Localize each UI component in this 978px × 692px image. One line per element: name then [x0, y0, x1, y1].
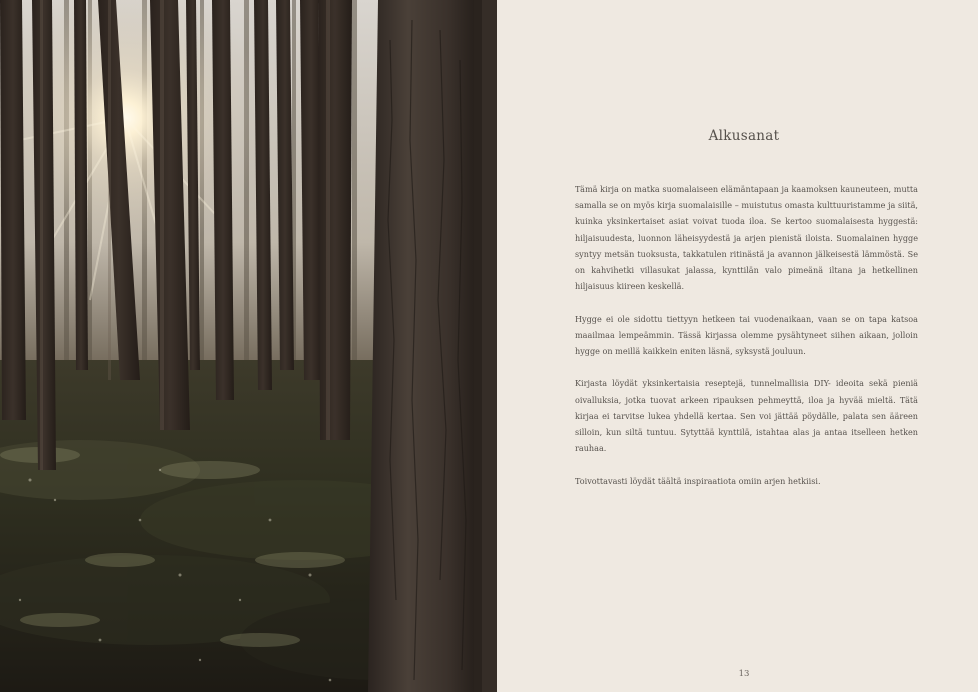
paragraph: Hygge ei ole sidottu tiettyyn hetkeen tai vuodenaikaan, vaan se on tapa katsoa maailmaa lempeämmin. Tässä kirjassa olemme pysähtyneet siihen aikaan, jolloin hygge on meillä kaikkein eniten läsnä, syksystä jouluun.: [575, 313, 918, 357]
body-text: [575, 181, 918, 505]
paragraph: Tämä kirja on matka suomalaiseen elämäntapaan ja kaamoksen kauneuteen, mutta samalla se on myös kirja suomalaisille – muistutus omasta kulttuuristamme ja siitä, kuinka yksinkertaiset asiat voivat tuoda iloa. Se kertoo suomalaisesta hyggestä: hiljaisuudesta, luonnon läheisyydestä ja arjen pienistä iloista. Suomalainen hygge syntyy metsän tuoksusta, takkatulen ritinästä ja avannon jälkeisestä lämmöstä. Se on kahvihetki villasukat jalassa, kynttilän valo pimeänä iltana ja hetkellinen hiljaisuus kiireen keskellä.: [575, 184, 918, 292]
paragraph: Toivottavasti löydät täältä inspiraatiota omiin arjen hetkiisi.: [575, 475, 821, 486]
text-page: [497, 0, 978, 692]
paragraph: Kirjasta löydät yksinkertaisia reseptejä, tunnelmallisia DIY- ideoita sekä pieniä oivalluksia, jotka tuovat arkeen ripauksen pehmeyttä, iloa ja hyvää mieltä. Tätä kirjaa ei tarvitse lukea yhdellä kertaa. Sen voi jättää pöydälle, palata sen ääreen silloin, kun siltä tuntuu. Sytyttää kynttilä, istahtaa alas ja antaa itselleen hetken rauhaa.: [575, 378, 918, 454]
page-title: Alkusanat: [708, 128, 780, 144]
page-number: 13: [738, 669, 750, 679]
